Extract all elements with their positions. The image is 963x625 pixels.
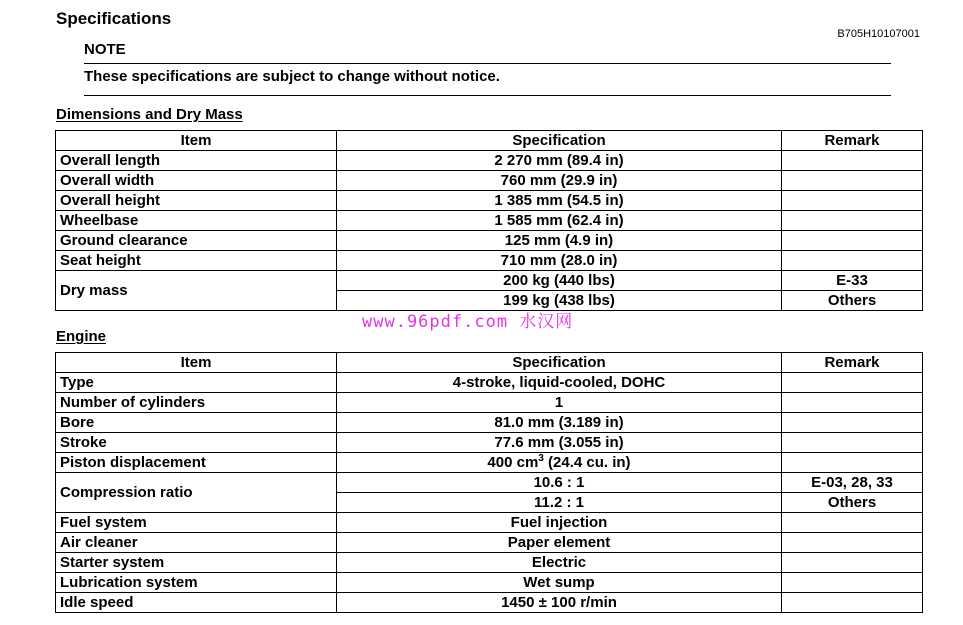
header-spec: Specification (337, 353, 782, 373)
table-row (56, 231, 923, 251)
item-cell: Fuel system (56, 513, 337, 533)
remark-cell (782, 171, 923, 191)
header-remark: Remark (782, 131, 923, 151)
item-cell: Number of cylinders (56, 393, 337, 413)
table-row (56, 171, 923, 191)
spec-cell: Wet sump (337, 573, 782, 593)
spec-cell: 4-stroke, liquid-cooled, DOHC (337, 373, 782, 393)
table-row (56, 553, 923, 573)
remark-cell (782, 191, 923, 211)
table-row (56, 573, 923, 593)
spec-cell: 200 kg (440 lbs) (337, 271, 782, 291)
item-cell: Stroke (56, 433, 337, 453)
item-cell: Overall length (56, 151, 337, 171)
item-cell: Piston displacement (56, 453, 337, 473)
note-top-rule (84, 63, 891, 64)
remark-cell (782, 231, 923, 251)
table-header-row (56, 353, 923, 373)
table-row (56, 513, 923, 533)
header-spec: Specification (337, 131, 782, 151)
item-cell: Bore (56, 413, 337, 433)
remark-cell (782, 433, 923, 453)
item-cell: Type (56, 373, 337, 393)
dimensions-table (55, 130, 923, 311)
spec-cell: Fuel injection (337, 513, 782, 533)
spec-cell: Paper element (337, 533, 782, 553)
spec-cell: 199 kg (438 lbs) (337, 291, 782, 311)
watermark: www.96pdf.com 水汉网 (362, 312, 574, 332)
table-row (56, 533, 923, 553)
item-cell: Overall height (56, 191, 337, 211)
remark-cell (782, 151, 923, 171)
note-label: NOTE (84, 41, 126, 58)
spec-cell: 10.6 : 1 (337, 473, 782, 493)
item-cell: Wheelbase (56, 211, 337, 231)
item-cell: Air cleaner (56, 533, 337, 553)
table-row (56, 413, 923, 433)
displacement-imperial: (24.4 cu. in) (543, 454, 631, 471)
remark-cell (782, 393, 923, 413)
remark-cell (782, 413, 923, 433)
item-cell: Idle speed (56, 593, 337, 613)
remark-cell (782, 513, 923, 533)
spec-cell: 1450 ± 100 r/min (337, 593, 782, 613)
table-row (56, 151, 923, 171)
item-cell: Dry mass (56, 271, 337, 311)
spec-cell: 81.0 mm (3.189 in) (337, 413, 782, 433)
spec-cell: 710 mm (28.0 in) (337, 251, 782, 271)
item-cell: Compression ratio (56, 473, 337, 513)
remark-cell (782, 373, 923, 393)
table-row (56, 473, 923, 493)
displacement-value: 400 cm (487, 454, 539, 471)
table-row (56, 373, 923, 393)
table-row (56, 251, 923, 271)
table-row (56, 191, 923, 211)
remark-cell (782, 251, 923, 271)
spec-cell: 11.2 : 1 (337, 493, 782, 513)
superscript: 3 (538, 453, 544, 464)
spec-cell: 2 270 mm (89.4 in) (337, 151, 782, 171)
remark-cell (782, 573, 923, 593)
spec-cell: 125 mm (4.9 in) (337, 231, 782, 251)
table-row (56, 593, 923, 613)
table-row (56, 453, 923, 473)
header-item: Item (56, 353, 337, 373)
spec-cell: 77.6 mm (3.055 in) (337, 433, 782, 453)
remark-cell (782, 453, 923, 473)
remark-cell: Others (782, 493, 923, 513)
spec-cell: 1 385 mm (54.5 in) (337, 191, 782, 211)
item-cell: Overall width (56, 171, 337, 191)
spec-cell: Electric (337, 553, 782, 573)
remark-cell: Others (782, 291, 923, 311)
engine-table (55, 352, 923, 613)
item-cell: Ground clearance (56, 231, 337, 251)
spec-cell: 760 mm (29.9 in) (337, 171, 782, 191)
remark-cell: E-33 (782, 271, 923, 291)
table-row (56, 393, 923, 413)
item-cell: Starter system (56, 553, 337, 573)
table-row (56, 211, 923, 231)
item-cell: Seat height (56, 251, 337, 271)
remark-cell (782, 553, 923, 573)
header-item: Item (56, 131, 337, 151)
item-cell: Lubrication system (56, 573, 337, 593)
table-header-row (56, 131, 923, 151)
document-id: B705H10107001 (837, 28, 920, 40)
section-dimensions-title: Dimensions and Dry Mass (56, 106, 243, 123)
remark-cell (782, 593, 923, 613)
header-remark: Remark (782, 353, 923, 373)
spec-cell: 1 (337, 393, 782, 413)
section-engine-title: Engine (56, 328, 107, 345)
remark-cell: E-03, 28, 33 (782, 473, 923, 493)
note-text: These specifications are subject to change without notice. (84, 68, 500, 85)
remark-cell (782, 211, 923, 231)
note-bottom-rule (84, 95, 891, 96)
remark-cell (782, 533, 923, 553)
spec-cell: 1 585 mm (62.4 in) (337, 211, 782, 231)
table-row (56, 433, 923, 453)
spec-cell (337, 453, 782, 473)
table-row (56, 271, 923, 291)
page-title: Specifications (56, 9, 172, 28)
